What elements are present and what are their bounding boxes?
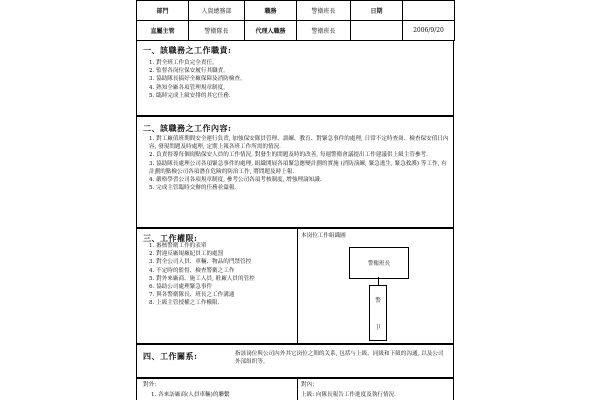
row2-empty-cell xyxy=(351,21,403,41)
date-label: 日期 xyxy=(351,1,403,21)
list-item: 4. 不定時的監督、檢查警衛之工作 xyxy=(149,267,235,274)
org-connector xyxy=(378,277,379,285)
external-item: 1. 各來訪廠商(人員車輛)的聯繫 xyxy=(151,392,230,398)
list-item: 4. 嚴格學習公司各項規章制度, 參考公司各項考核制度, 增強理論知識. xyxy=(149,177,322,184)
header-row-2 xyxy=(137,21,455,41)
job-description-document xyxy=(136,0,454,400)
list-item: 1. 對工廠值班期間安全運行負責, 加強保安隊員管理、訓練、教育、對緊急事件的處理, 日常不定時查崗、檢查保安值日內容, 發現問題及時處理, 定期上報各班工作所需的情況. xyxy=(149,136,449,151)
section-contacts xyxy=(136,378,454,400)
section-relationships xyxy=(136,344,454,378)
section-responsibilities-title: 一、該職務之工作職責: xyxy=(143,45,232,55)
section-relationships-title: 四、工作關系: xyxy=(143,351,198,361)
org-guard-char-2: 卫 xyxy=(375,324,381,331)
header-row-1 xyxy=(137,1,455,21)
header-table xyxy=(136,0,455,41)
list-item: 7. 與各警衛隊長、班長之工作溝通 xyxy=(149,292,235,299)
section-authority-title: 三、工作權限: xyxy=(143,233,198,243)
section-work-content-title: 二、該職務之工作內容: xyxy=(143,123,232,133)
list-item: 5. 臨時完成上級安排的其它任務. xyxy=(149,92,231,99)
list-item: 2. 對違反廠規廠紀員工的處罰 xyxy=(149,251,224,258)
title-value: 警衛班長 xyxy=(297,1,351,21)
external-label: 對外: xyxy=(143,382,157,388)
internal-item: 上級: 向隊長報告工作進度及執行情況. xyxy=(301,392,396,398)
list-item: 2. 監督各岗位保安履行其職責。 xyxy=(149,68,229,75)
deputy-label: 代理人職務 xyxy=(245,21,297,41)
org-box-guard xyxy=(369,285,387,341)
org-box-squad-leader: 警衛班長 xyxy=(349,247,409,279)
section-authority xyxy=(136,228,454,344)
list-item: 6. 協助公司處理緊急事件 xyxy=(149,284,213,291)
contacts-divider xyxy=(297,379,298,400)
internal-label: 對內: xyxy=(301,382,315,388)
list-item: 3. 對全公司人員、車輛、物品的門禁管控 xyxy=(149,259,252,266)
supervisor-label: 直屬主管 xyxy=(137,21,189,41)
org-chart-title: 本岗位工作組織圖 xyxy=(301,233,346,239)
list-item: 3. 協助隊長處理公司各項緊急事件的處理, 組織開展各項緊急應變計劃的實施 (消防演練, 緊急逃生, 緊急救護) 等工作, 有計劃的點檢公司各項潛在危險的防治工作, 將問題及時上報. xyxy=(149,160,447,175)
deputy-value: 警衛班長 xyxy=(297,21,351,41)
responsibilities-list xyxy=(149,59,246,100)
list-item: 3. 協助隊長搞好全廠保障及消防檢查。 xyxy=(149,76,246,83)
dept-value: 人資總務部 xyxy=(189,1,245,21)
date-value: 2006/9/20 xyxy=(403,21,455,41)
section-work-content xyxy=(136,116,454,228)
date-empty-cell xyxy=(403,1,455,21)
column-divider xyxy=(297,229,298,343)
work-content-list xyxy=(149,135,449,192)
relationships-description: 指該岗位與公司內外其它岗位之間的关系, 包括与上級、同級和下級的沟通, 以及公司外部组织等。 xyxy=(235,351,444,365)
supervisor-value: 警衛隊長 xyxy=(189,21,245,41)
section-responsibilities xyxy=(136,40,454,116)
list-item: 5. 對外來廠商、施工人員, 駐廠人員的管控 xyxy=(149,275,255,282)
authority-list xyxy=(149,242,255,308)
dept-label: 部門 xyxy=(137,1,189,21)
title-label: 職務 xyxy=(245,1,297,21)
org-guard-char-1: 警 xyxy=(375,297,381,304)
list-item: 1. 審核警衛工作的表單 xyxy=(149,243,207,249)
list-item: 2. 負責督導每個崗點保安人員的工作情況, 對發生的問題及時的改善, 每週警衛會議提出工作建議供上級主管參考. xyxy=(149,152,428,159)
list-item: 5. 完成主管臨時交辦的任務並彙報. xyxy=(149,185,237,192)
list-item: 8. 上級主管授權之工作權限. xyxy=(149,300,220,307)
list-item: 1. 對全班工作負完全責任。 xyxy=(149,60,218,66)
list-item: 4. 熟知全廠各項管理規章制度。 xyxy=(149,84,229,91)
